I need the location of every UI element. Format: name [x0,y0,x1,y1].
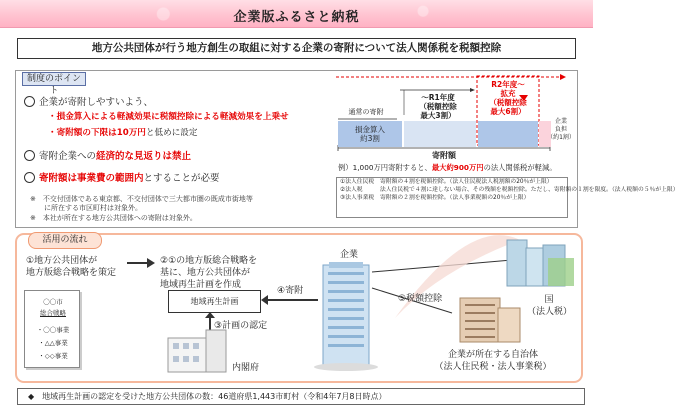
r2-line-3: （税額控除 [489,98,527,107]
example-row-2: ②法人税 法人住民税で４割に達しない場合、その残額を税額控除。ただし、寄附額の１割を限度。（法人税額の５％が上限） [340,186,679,193]
doc-item-3: ・◇◇事業 [38,352,68,360]
local-gov-line-1: 企業が所在する自治体 [447,350,538,360]
donation-amount-label: 寄附額 [432,151,456,160]
nation-line-2: （法人税） [527,307,573,317]
r1-line-2: （税額控除 [419,102,457,111]
step-2-line-1: ②①の地方版総合戦略を [160,256,258,266]
step-4: ④寄附 [277,286,304,296]
r2-line-2: 拡充 [500,89,516,98]
r2-line-1: R2年度～ [491,80,525,89]
example-intro-pre: 例）1,000万円寄附すると、 [338,163,432,172]
deduct-line-2: 約3割 [360,134,380,143]
point-1-sub-1: ・損金算入による軽減効果に税額控除による軽減効果を上乗せ [48,112,289,122]
headline: 地方公共団体が行う地方創生の取組に対する企業の寄附について法人関係税を税額控除 [17,38,576,59]
doc-title: 総合戦略 [40,309,66,317]
nation-line-1: 国 [544,295,554,305]
local-government-building-icon [460,298,520,342]
flow-label: 活用の流れ [28,232,102,249]
step-2-line-3: 地域再生計画を作成 [160,280,242,290]
note-1a: ※ 不交付団体である東京都、不交付団体で三大都市圏の既成市街地等 [30,195,253,203]
r1-line-1: ～R1年度 [421,93,455,102]
footer-note: ◆ 地域再生計画の認定を受けた地方公共団体の数：46道府県1,443市町村（令和4年7月8日時点） [17,388,585,405]
point-2-red: 経済的な見返りは禁止 [96,151,192,162]
nation-label [527,294,571,318]
local-gov-label [428,349,558,373]
point-1-text: 企業が寄附しやすいよう、 [39,97,154,108]
step-2 [160,255,257,291]
example-row-3: ③法人事業税 寄附額の２割を税額控除。（法人事業税額の20％が上限） [340,194,530,201]
company-label: 企業 [340,250,359,260]
r2-line-4: 最大6割） [490,107,526,116]
r1-line-3: 最大3割） [420,111,456,120]
regional-plan-box: 地域再生計画 [168,290,261,313]
doc-item-1: ・〇〇事業 [36,326,70,334]
note-1b: に所在する市区町村は対象外。 [30,204,142,212]
point-3-red: 寄附額は事業費の範囲内 [39,173,144,184]
example-row-1: ①法人住民税 寄附額の４割を税額控除。（法人住民税法人税割額の20％が上限） [340,179,553,185]
cabinet-label: 内閣府 [232,363,260,373]
note-2: ※ 本社が所在する地方公共団体への寄附は対象外。 [30,214,197,222]
company-building-icon [314,262,378,371]
point-3-tail: とすることが必要 [143,173,220,184]
points-label: 制度のポイント [22,72,86,86]
normal-donation-label: 通常の寄附 [348,108,384,116]
point-1-sub-2-tail: と低めに設定 [145,128,198,138]
point-1-sub-2-red: ・寄附額の下限は10万円 [48,128,146,138]
step-1-line-1: ①地方公共団体が [26,256,98,266]
point-2-pre: 寄附企業への [39,151,97,162]
burden-line-2: 負担 [554,126,567,133]
doc-city: 〇〇市 [43,298,63,306]
example-intro-red: 最大約900万円 [431,163,484,172]
example-intro-tail: の法人関係税が軽減。 [483,163,557,172]
burden-line-1: 企業 [554,118,567,125]
cabinet-building-icon [168,330,226,372]
step-2-line-2: 基に、地方公共団体が [160,268,251,278]
step-3: ③計画の認定 [214,321,268,331]
step-5: ⑤税額控除 [398,294,443,304]
deduct-line-1: 損金算入 [355,125,385,134]
burden-line-3: （約1割） [547,134,575,141]
page-title: 企業版ふるさと納税 [233,10,360,25]
nation-building-icon [507,240,574,286]
local-gov-line-2: （法人住民税・法人事業税） [434,362,552,372]
step-1-line-2: 地方版総合戦略を策定 [26,268,117,278]
doc-item-2: ・△△事業 [38,339,68,347]
